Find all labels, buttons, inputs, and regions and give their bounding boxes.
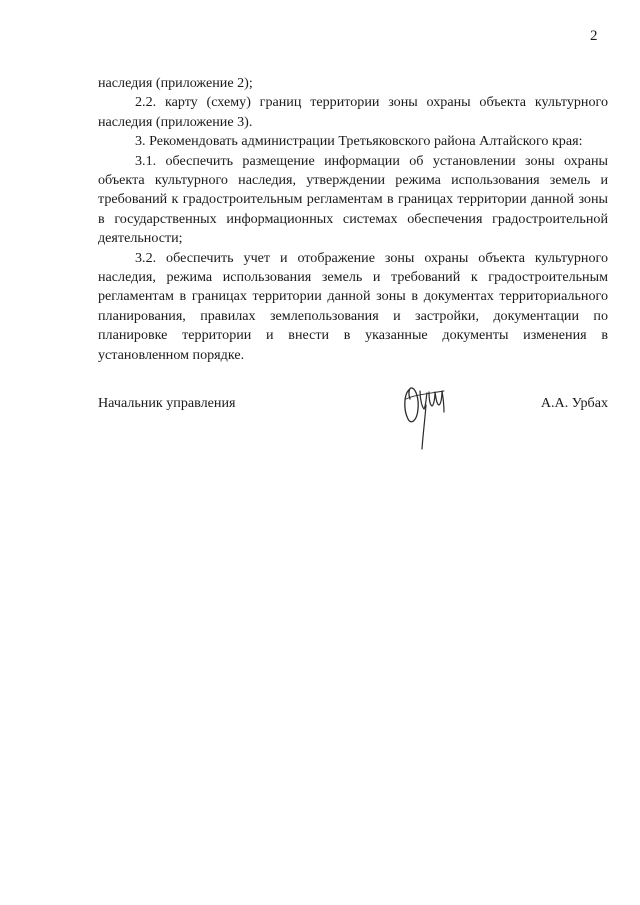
paragraph-3-1: 3.1. обеспечить размещение информации об установлении зоны охраны объекта культурного наследия, утверждении режима использования земель и требований к градостроительным регламентам в границах территории данной зоны в государственных информационных системах обеспечения градостроительной деятельности; <box>98 152 608 247</box>
page-number: 2 <box>590 28 598 44</box>
signature-block <box>98 391 608 451</box>
paragraph-2-2: 2.2. карту (схему) границ территории зоны охраны объекта культурного наследия (приложение 3). <box>98 94 608 130</box>
paragraph-3: 3. Рекомендовать администрации Третьяковского района Алтайского края: <box>135 133 583 150</box>
document-body <box>98 74 608 365</box>
paragraph-continuation: наследия (приложение 2); <box>98 75 253 91</box>
handwritten-signature <box>400 379 452 451</box>
signer-name: А.А. Урбах <box>540 395 608 411</box>
paragraph-3-2: 3.2. обеспечить учет и отображение зоны охраны объекта культурного наследия, режима использования земель и требований к градостроительным регламентам в границах территории данной зоны в документах территориального планирования, правилах землепользования и застройки, документации по планировке территории и внести в указанные документы изменения в установленном порядке. <box>98 249 608 363</box>
signer-title: Начальник управления <box>98 395 236 411</box>
